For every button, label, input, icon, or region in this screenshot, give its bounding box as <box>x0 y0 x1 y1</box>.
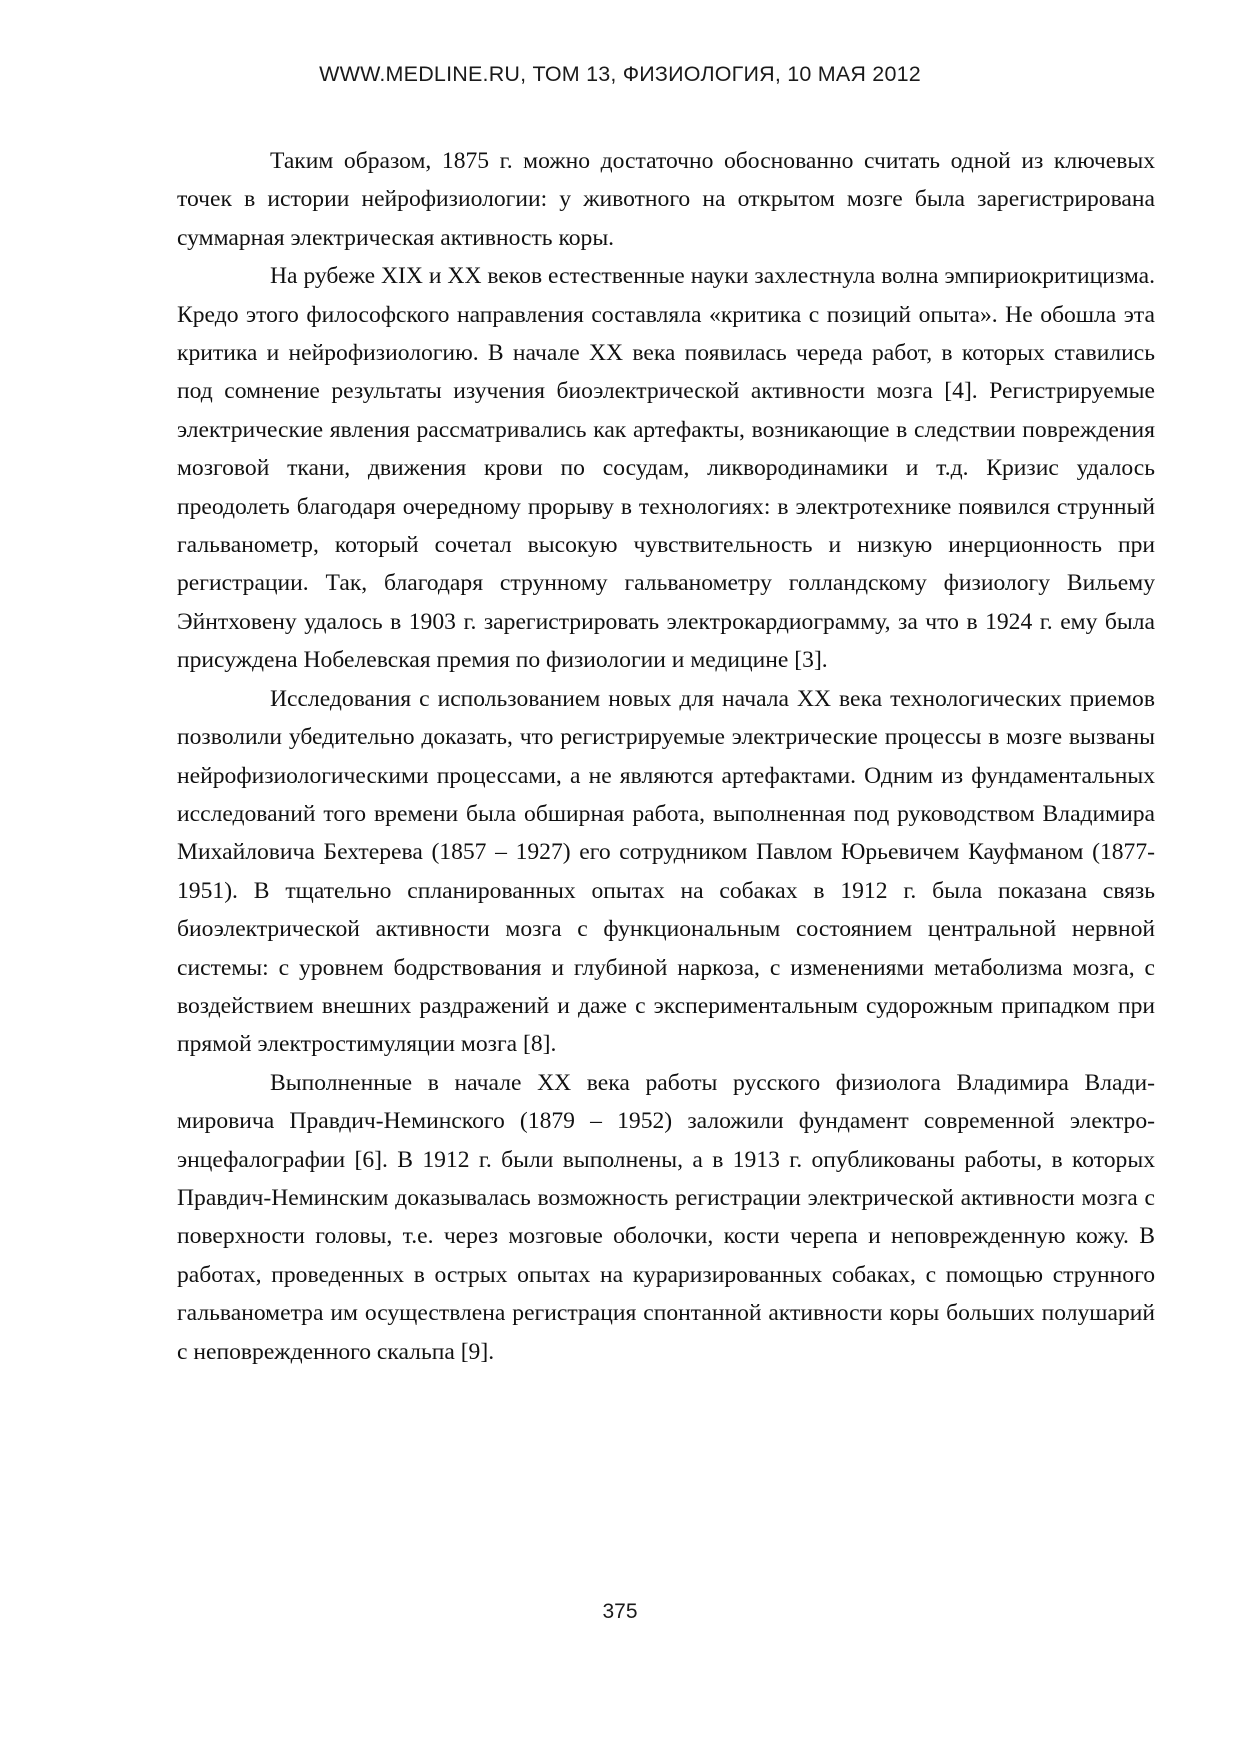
paragraph-2: На рубеже XIX и XX веков естественные науки захлестнула волна эмпириокритицизма. Кредо этого философского направления составляла «критика с позиций опыта». Не обошла эта критика и нейрофизиологию. В начале XX века появилась череда работ, в которых ставились под сомнение результаты изучения биоэлектрической активности мозга [4]. Регистрируемые электрические явления рассматривались как артефакты, возникающие в следствии повреждения мозговой ткани, движения крови по сосудам, ликвородинамики и т.д. Кризис удалось преодолеть благодаря очередному прорыву в технологиях: в электротехнике появился струнный гальванометр, который сочетал высокую чувствительность и низкую инерционность при регистрации. Так, благодаря струнному гальванометру голландскому физиологу Вильему Эйнтховену удалось в 1903 г. зарегистрировать электрокардиограмму, за что в 1924 г. ему была присуждена Нобелевская премия по физиологии и медицине [3]. <box>177 263 1155 674</box>
paragraph-4: Выполненные в начале XX века работы русского физиолога Владимира Владимировича Правдич-Неминского (1879 – 1952) заложили фундамент современной электроэнцефалографии [6]. В 1912 г. были выполнены, а в 1913 г. опубликованы работы, в которых Правдич-Неминским доказывалась возможность регистрации электрической активности мозга с поверхности головы, т.е. через мозговые оболочки, кости черепа и неповрежденную кожу. В работах, проведенных в острых опытах на кураризированных собаках, с помощью струнного гальванометра им осуществлена регистрация спонтанной активности коры больших полушарий с неповрежденного скальпа [9]. <box>177 1069 1155 1365</box>
page-number: 375 <box>602 1600 638 1623</box>
running-header: WWW.MEDLINE.RU, ТОМ 13, ФИЗИОЛОГИЯ, 10 МАЯ 2012 <box>319 62 921 86</box>
article-body <box>177 142 1155 1371</box>
paragraph-3: Исследования с использованием новых для начала XX века технологических приемов позволили убедительно доказать, что регистрируемые электрические процессы в мозге вызваны нейрофизиологическими процессами, а не являются артефактами. Одним из фундаментальных исследований того времени была обширная работа, выполненная под руководством Владимира Михайловича Бехтерева (1857 – 1927) его сотрудником Павлом Юрьевичем Кауфманом (1877-1951). В тщательно спланированных опытах на собаках в 1912 г. была показана связь биоэлектрической активности мозга с функциональным состоянием центральной нервной системы: с уровнем бодрствования и глубиной наркоза, с изменениями метаболизма мозга, с воздействием внешних раздражений и даже с экспериментальным судорожным припадком при прямой электростимуляции мозга [8]. <box>177 685 1155 1058</box>
paragraph-1: Таким образом, 1875 г. можно достаточно обоснованно считать одной из ключевых точек в истории нейрофизиологии: у животного на открытом мозге была зарегистрирована суммарная электрическая активность коры. <box>177 148 1155 251</box>
